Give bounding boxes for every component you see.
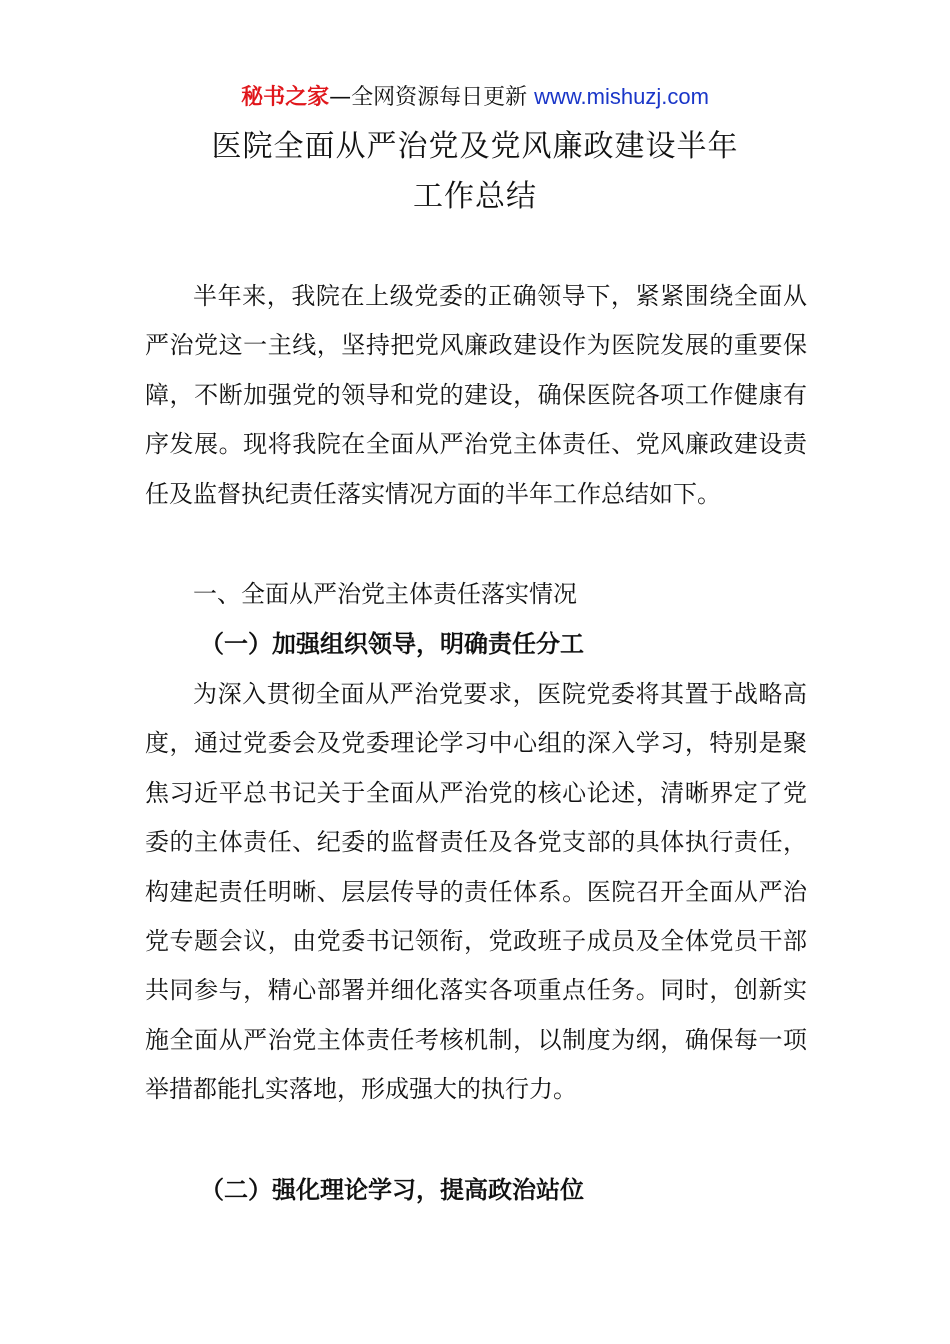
site-header [0,80,950,115]
intro-paragraph: 半年来，我院在上级党委的正确领导下，紧紧围绕全面从严治党这一主线，坚持把党风廉政建设作为医院发展的重要保障，不断加强党的领导和党的建设，确保医院各项工作健康有序发展。现将我院在全面从严治党主体责任、党风廉政建设责任及监督执纪责任落实情况方面的半年工作总结如下。 [145,282,807,508]
subsection-heading: （一）加强组织领导，明确责任分工 [200,630,584,658]
document-title-line-1: 医院全面从严治党及党风廉政建设半年 [211,129,739,164]
site-brand: 秘书之家 [241,85,330,110]
section-heading: 一、全面从严治党主体责任落实情况 [193,580,577,608]
subsection-body-paragraph: 为深入贯彻全面从严治党要求，医院党委将其置于战略高度，通过党委会及党委理论学习中心组的深入学习，特别是聚焦习近平总书记关于全面从严治党的核心论述，清晰界定了党委的主体责任、纪委的监督责任及各党支部的具体执行责任，构建起责任明晰、层层传导的责任体系。医院召开全面从严治党专题会议，由党委书记领衔，党政班子成员及全体党员干部共同参与，精心部署并细化落实各项重点任务。同时，创新实施全面从严治党主体责任考核机制，以制度为纲，确保每一项举措都能扎实落地，形成强大的执行力。 [145,680,807,1104]
subsection-heading-2: （二）强化理论学习，提高政治站位 [200,1176,584,1204]
site-url: www.mishuzj.com [534,84,709,109]
intro-block [145,272,807,519]
subsection-body-block [145,670,807,1115]
site-tagline: —全网资源每日更新 [329,85,535,110]
document-title-line-2: 工作总结 [413,179,537,214]
